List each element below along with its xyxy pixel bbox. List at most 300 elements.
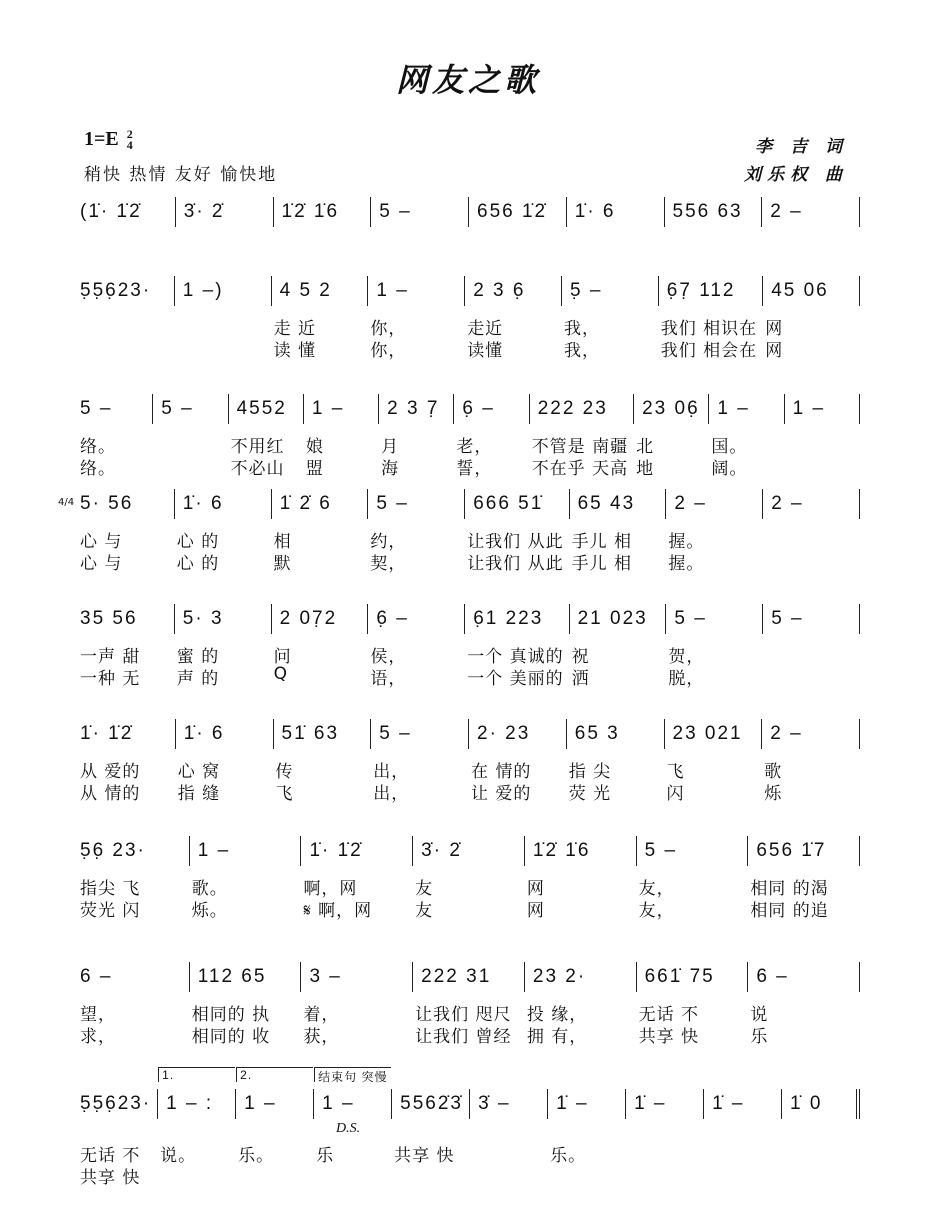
measure bbox=[413, 836, 525, 866]
measure bbox=[301, 836, 413, 866]
measure bbox=[236, 1068, 314, 1119]
lyric-segment: 蜜 的 bbox=[176, 647, 220, 667]
lyric-segment bbox=[782, 1163, 860, 1185]
measure-column bbox=[158, 1068, 236, 1185]
score-system bbox=[78, 1068, 860, 1188]
lyric-segment: 我， bbox=[563, 319, 600, 339]
lyric-segment: 一种 无 bbox=[80, 669, 141, 689]
lyric-segment: 一声 甜 bbox=[80, 647, 141, 667]
lyric-segment: 络。 bbox=[80, 437, 116, 457]
measure-column bbox=[666, 489, 763, 574]
measure-notes: 5· 56 bbox=[80, 493, 134, 514]
lyric-segment: 相 bbox=[273, 532, 292, 552]
time-signature-bottom: 4 bbox=[126, 138, 133, 153]
measure bbox=[548, 1089, 626, 1119]
measure-notes: 1 –) bbox=[182, 280, 224, 301]
measure-notes: 1̇2̇ 1̇6 bbox=[532, 840, 591, 861]
measure-column bbox=[314, 1070, 392, 1185]
lyric-segment: 默 bbox=[273, 554, 292, 574]
lyric-segment bbox=[470, 1163, 548, 1185]
lyric-segment: 说 bbox=[750, 1005, 769, 1025]
measure bbox=[704, 1089, 782, 1119]
measure bbox=[158, 1068, 236, 1119]
lyric-segment: 让我们 曾经 bbox=[415, 1027, 512, 1047]
volta-bracket: 2. bbox=[236, 1067, 313, 1082]
lyric-segment: 网 bbox=[526, 879, 545, 899]
measure bbox=[368, 489, 465, 519]
measure bbox=[465, 489, 569, 519]
measure-column bbox=[175, 604, 272, 689]
score-system bbox=[78, 719, 860, 804]
measure-column bbox=[637, 962, 749, 1047]
lyric-segment: 走近 bbox=[467, 319, 504, 339]
lyric-segment: 侯， bbox=[370, 647, 407, 667]
measure-column bbox=[368, 489, 465, 574]
lyric-segment: 月 bbox=[381, 437, 400, 457]
measure bbox=[748, 836, 860, 866]
measure-column bbox=[301, 836, 413, 921]
measure-notes: 3̇· 2̇ bbox=[421, 840, 462, 861]
measure-notes: 5̣ – bbox=[569, 280, 603, 301]
measure-notes: 1̇· 6 bbox=[574, 201, 616, 222]
measure-column bbox=[78, 394, 153, 479]
measure-notes: 1̇ 2̇ 6 bbox=[279, 493, 332, 514]
measure bbox=[301, 962, 413, 992]
lyric-segment: 共享 快 bbox=[80, 1168, 141, 1188]
measure bbox=[570, 489, 667, 519]
measure-column bbox=[469, 197, 567, 235]
measure bbox=[465, 276, 562, 306]
measure-notes: 2 – bbox=[771, 493, 804, 514]
lyric-segment: 贺， bbox=[668, 647, 705, 667]
measure bbox=[78, 604, 175, 634]
measure-column bbox=[78, 489, 175, 574]
measure-notes: 5̣5̣6̣23· bbox=[80, 280, 152, 301]
lyric-segment: 手儿 相 bbox=[571, 532, 632, 552]
measure-notes: 5562̇3̇ bbox=[400, 1093, 463, 1114]
measure bbox=[763, 489, 860, 519]
measure bbox=[454, 394, 529, 424]
time-signature-top: 2 bbox=[126, 127, 133, 142]
volta-bracket: 1. bbox=[158, 1067, 235, 1082]
measure-notes: 6̣ – bbox=[462, 398, 495, 419]
lyric-segment: 说。 bbox=[160, 1146, 197, 1166]
lyric-segment: 乐。 bbox=[550, 1146, 587, 1166]
lyric-segment bbox=[175, 314, 272, 336]
measure-notes: 5̣6̣ 23· bbox=[80, 840, 146, 861]
measure-column bbox=[634, 394, 709, 479]
lyric-segment: 走 近 bbox=[273, 319, 316, 339]
lyric-segment: 让我们 咫尺 bbox=[415, 1005, 512, 1025]
measure-notes: 2 – bbox=[770, 201, 803, 222]
measure-column bbox=[413, 962, 525, 1047]
lyric-segment: 握。 bbox=[668, 554, 705, 574]
measure bbox=[659, 276, 763, 306]
lyric-segment: 约， bbox=[370, 532, 407, 552]
measure bbox=[665, 719, 763, 749]
key-signature bbox=[84, 128, 133, 151]
lyric-segment: 获， bbox=[303, 1027, 340, 1047]
measure-notes: 5 – bbox=[376, 493, 409, 514]
score-system bbox=[78, 394, 860, 479]
measure bbox=[469, 197, 567, 227]
measure-column bbox=[175, 276, 272, 358]
measure-notes: 1̇ – bbox=[712, 1093, 745, 1114]
lyric-segment: 网 bbox=[765, 341, 784, 361]
measure bbox=[153, 394, 228, 424]
lyric-segment: 心 的 bbox=[176, 554, 220, 574]
score-system bbox=[78, 604, 860, 689]
measure bbox=[272, 489, 369, 519]
measure-column bbox=[763, 604, 860, 686]
measure bbox=[637, 836, 749, 866]
measure-column bbox=[78, 962, 190, 1047]
measure bbox=[371, 719, 469, 749]
score-system bbox=[78, 276, 860, 361]
measure-notes: 5 – bbox=[379, 201, 412, 222]
lyric-segment: 指 缝 bbox=[177, 784, 221, 804]
measure-column bbox=[371, 197, 469, 235]
measure-notes: 5 – bbox=[379, 723, 412, 744]
measure-column bbox=[782, 1089, 860, 1185]
measure-column bbox=[763, 489, 860, 571]
lyric-segment: 从 情的 bbox=[80, 784, 141, 804]
measure bbox=[570, 604, 667, 634]
lyric-segment: 烁。 bbox=[191, 901, 228, 921]
measure-column bbox=[368, 604, 465, 689]
lyric-segment: 不管是 南疆 bbox=[531, 437, 629, 457]
measure-column bbox=[704, 1089, 782, 1185]
measure-notes: 1̇· 6 bbox=[182, 493, 224, 514]
measure bbox=[637, 962, 749, 992]
measure-notes: 5 – bbox=[644, 840, 678, 861]
measure bbox=[78, 1089, 158, 1119]
lyric-segment: 一个 美丽的 bbox=[467, 669, 564, 689]
composer: 刘乐权 曲 bbox=[744, 165, 848, 185]
lyric-segment: 闪 bbox=[666, 784, 685, 804]
measure bbox=[709, 394, 784, 424]
lyric-segment: 不必山 bbox=[230, 459, 285, 479]
measure-notes: 5 – bbox=[771, 608, 804, 629]
measure-column bbox=[637, 836, 749, 921]
measure-column bbox=[175, 489, 272, 574]
lyric-segment: 啊，网 bbox=[303, 879, 358, 899]
lyric-segment: 出， bbox=[373, 762, 410, 782]
lyric-segment bbox=[626, 1163, 704, 1185]
lyric-segment bbox=[785, 432, 860, 454]
measure-column bbox=[465, 489, 569, 574]
lyric-segment: 你， bbox=[370, 319, 407, 339]
measure bbox=[229, 394, 304, 424]
measure-notes: 1 – bbox=[322, 1093, 355, 1114]
measure-column bbox=[304, 394, 379, 479]
measure-column bbox=[659, 276, 763, 361]
lyric-segment: 望， bbox=[80, 1005, 116, 1025]
measure-notes: 2 3 7̣ bbox=[387, 398, 440, 419]
measure-column bbox=[785, 394, 860, 476]
measure-column bbox=[371, 719, 469, 804]
lyric-segment: 盟 bbox=[305, 459, 324, 479]
measure bbox=[626, 1089, 704, 1119]
measure-notes: 51̇ 63 bbox=[281, 723, 340, 744]
lyric-segment: 读懂 bbox=[467, 341, 504, 361]
lyric-segment: 着， bbox=[303, 1005, 340, 1025]
measure-column bbox=[470, 1089, 548, 1185]
measure-notes: 3̇ – bbox=[478, 1093, 511, 1114]
measure-notes: 6̣ – bbox=[376, 608, 409, 629]
measure bbox=[530, 394, 634, 424]
measure-column bbox=[301, 962, 413, 1047]
measure-column bbox=[465, 276, 562, 361]
lyric-segment: 从 爱的 bbox=[80, 762, 141, 782]
lyric-segment: 在 情的 bbox=[471, 762, 532, 782]
measure bbox=[176, 197, 274, 227]
lyric-segment: 相同 的追 bbox=[750, 901, 829, 921]
score-system bbox=[78, 836, 860, 921]
measure-column bbox=[626, 1089, 704, 1185]
lyric-segment bbox=[763, 664, 860, 686]
lyric-segment: 求， bbox=[80, 1027, 116, 1047]
lyric-segment bbox=[78, 336, 175, 358]
measure bbox=[748, 962, 860, 992]
lyric-segment bbox=[175, 336, 272, 358]
measure bbox=[175, 489, 272, 519]
lyric-segment: 出， bbox=[373, 784, 410, 804]
lyric-segment: 海 bbox=[381, 459, 400, 479]
measure-column bbox=[78, 276, 175, 358]
lyric-segment: 北 bbox=[636, 437, 655, 457]
score-system bbox=[78, 197, 860, 235]
measure-notes: 1 – bbox=[244, 1093, 277, 1114]
lyric-segment: 一个 真诚的 bbox=[467, 647, 564, 667]
lyric-segment: 相同的 执 bbox=[191, 1005, 271, 1025]
measure-notes: 2 07̣2 bbox=[279, 608, 338, 629]
lyric-segment: 国。 bbox=[711, 437, 748, 457]
measure-column bbox=[709, 394, 784, 479]
measure bbox=[562, 276, 659, 306]
measure-notes: 6̣1 223 bbox=[473, 608, 544, 629]
lyric-segment: 飞 bbox=[275, 784, 294, 804]
measure-column bbox=[465, 604, 569, 689]
measure-notes: 3̇· 2̇ bbox=[183, 201, 225, 222]
lyric-segment: 歌。 bbox=[191, 879, 228, 899]
lyric-segment bbox=[626, 1141, 704, 1163]
lyric-segment bbox=[78, 314, 175, 336]
lyric-segment: 荧光 闪 bbox=[80, 901, 141, 921]
lyric-segment bbox=[785, 454, 860, 476]
measure-column bbox=[78, 197, 176, 235]
measure-notes: 3 – bbox=[309, 966, 342, 987]
lyric-segment bbox=[548, 1163, 626, 1185]
lyric-segment: 乐 bbox=[750, 1027, 769, 1047]
measure-notes: 656 1̇7 bbox=[756, 840, 827, 861]
measure-column bbox=[78, 604, 175, 689]
measure-column bbox=[548, 1089, 626, 1185]
measure-notes: 1 – bbox=[792, 398, 826, 419]
measure-notes: 45 06 bbox=[771, 280, 829, 301]
measure bbox=[78, 489, 175, 519]
measure bbox=[368, 604, 465, 634]
measure bbox=[392, 1089, 470, 1119]
lyric-segment: 语， bbox=[370, 669, 407, 689]
measure bbox=[763, 604, 860, 634]
measure-column bbox=[748, 962, 860, 1047]
measure bbox=[304, 394, 379, 424]
measure bbox=[666, 604, 763, 634]
lyric-segment: 心 的 bbox=[176, 532, 220, 552]
measure-notes: 661̇ 75 bbox=[644, 966, 715, 987]
measure bbox=[175, 276, 272, 306]
measure-notes: (1̇· 1̇2̇ bbox=[80, 201, 142, 222]
measure-notes: 4 5 2 bbox=[279, 280, 332, 301]
measure-notes: 2 – bbox=[674, 493, 707, 514]
measure bbox=[665, 197, 763, 227]
measure bbox=[78, 962, 190, 992]
measure-column bbox=[762, 197, 860, 235]
measure-notes: 23 06̣ bbox=[642, 398, 700, 419]
measure-column bbox=[274, 719, 372, 804]
measure bbox=[469, 719, 567, 749]
measure bbox=[272, 604, 369, 634]
measure-column bbox=[762, 719, 860, 804]
measure-notes: 23 2· bbox=[532, 966, 587, 987]
lyric-segment: 让 爱的 bbox=[471, 784, 532, 804]
measure-column bbox=[525, 836, 637, 921]
lyric-segment: 网 bbox=[526, 901, 545, 921]
measure-notes: 21 023 bbox=[577, 608, 648, 629]
measure-column bbox=[379, 394, 454, 479]
lyric-segment: 心 窝 bbox=[177, 762, 221, 782]
measure-notes: 1 – bbox=[197, 840, 231, 861]
lyric-segment: 乐。 bbox=[238, 1146, 275, 1166]
lyric-segment: 乐 bbox=[316, 1146, 335, 1166]
measure-notes: 1 – bbox=[376, 280, 409, 301]
lyric-segment bbox=[763, 527, 860, 549]
measure bbox=[567, 197, 665, 227]
measure-column bbox=[78, 1089, 158, 1188]
measure-column bbox=[176, 719, 274, 804]
measure-notes: 2 – bbox=[770, 723, 803, 744]
song-title: 网友之歌 bbox=[395, 61, 540, 99]
lyric-segment: 让我们 从此 bbox=[467, 532, 564, 552]
lyric-segment bbox=[392, 1163, 470, 1185]
measure-notes: 65 43 bbox=[577, 493, 636, 514]
lyric-segment: 荧 光 bbox=[568, 784, 612, 804]
lyric-segment: 心 与 bbox=[80, 532, 123, 552]
measure-column bbox=[229, 394, 304, 479]
measure-column bbox=[562, 276, 659, 361]
lyric-segment: 祝 bbox=[571, 647, 590, 667]
measure-notes: 1̇· 1̇2̇ bbox=[80, 723, 134, 744]
measure bbox=[272, 276, 369, 306]
measure-notes: 4552 bbox=[236, 398, 287, 419]
lyric-segment: 娘 bbox=[305, 437, 324, 457]
lyric-segment: 络。 bbox=[80, 459, 116, 479]
tempo-marking: 稍快 热情 友好 愉快地 bbox=[84, 165, 278, 185]
lyric-segment: 老， bbox=[456, 437, 493, 457]
measure-notes: 1̇2̇ 1̇6 bbox=[281, 201, 340, 222]
measure-notes: 5 – bbox=[674, 608, 707, 629]
measure-column bbox=[153, 394, 228, 476]
lyric-segment: 传 bbox=[275, 762, 294, 782]
lyric-segment: 飞 bbox=[666, 762, 685, 782]
measure-column bbox=[454, 394, 529, 479]
lyric-segment: 指尖 飞 bbox=[80, 879, 141, 899]
measure-column bbox=[570, 489, 667, 574]
lyric-segment: 契， bbox=[370, 554, 407, 574]
measure-notes: 23 021 bbox=[672, 723, 743, 744]
lyric-segment: 你， bbox=[370, 341, 407, 361]
measure-notes: 1 – : bbox=[166, 1093, 214, 1114]
score-system bbox=[78, 489, 860, 574]
lyric-segment bbox=[704, 1141, 782, 1163]
lyric-segment bbox=[153, 432, 228, 454]
lyric-segment: 问 bbox=[273, 647, 292, 667]
lyric-segment: 我们 相会在 bbox=[660, 341, 758, 361]
score-system bbox=[78, 962, 860, 1047]
lyric-segment bbox=[782, 1141, 860, 1163]
measure-column bbox=[748, 836, 860, 921]
measure bbox=[176, 719, 274, 749]
lyric-segment: 歌 bbox=[764, 762, 783, 782]
lyric-segment bbox=[314, 1163, 392, 1185]
lyric-segment: Q bbox=[273, 664, 288, 684]
measure-notes: 5̣5̣6̣23· bbox=[80, 1093, 152, 1114]
measure-notes: 1̇· 6 bbox=[183, 723, 225, 744]
measure bbox=[190, 962, 302, 992]
measure bbox=[274, 719, 372, 749]
lyric-segment: 我， bbox=[563, 341, 600, 361]
time-change: 4/4 bbox=[58, 497, 75, 508]
measure bbox=[78, 276, 175, 306]
measure-notes: 5· 3 bbox=[182, 608, 224, 629]
measure bbox=[567, 719, 665, 749]
measure-notes: 1̇ – bbox=[634, 1093, 667, 1114]
lyricist: 李 吉 词 bbox=[755, 137, 848, 157]
measure-column bbox=[78, 836, 190, 921]
measure-column bbox=[392, 1089, 470, 1185]
measure-column bbox=[567, 719, 665, 804]
measure bbox=[470, 1089, 548, 1119]
measure-notes: 666 51̇ bbox=[473, 493, 544, 514]
lyric-segment: 誓， bbox=[456, 459, 493, 479]
lyric-segment bbox=[158, 1163, 236, 1185]
measure-notes: 5 – bbox=[161, 398, 194, 419]
measure-column bbox=[665, 719, 763, 804]
measure bbox=[413, 962, 525, 992]
measure bbox=[78, 197, 176, 227]
measure bbox=[78, 394, 153, 424]
lyric-segment: 相同的 收 bbox=[191, 1027, 271, 1047]
measure bbox=[525, 962, 637, 992]
lyric-segment: 握。 bbox=[668, 532, 705, 552]
measure-notes: 6 – bbox=[80, 966, 113, 987]
lyric-segment: 烁 bbox=[764, 784, 783, 804]
measure bbox=[314, 1070, 392, 1119]
lyric-segment: 读 懂 bbox=[273, 341, 316, 361]
measure-column bbox=[413, 836, 525, 921]
measure bbox=[379, 394, 454, 424]
measure-column bbox=[176, 197, 274, 235]
measure bbox=[762, 719, 860, 749]
measure bbox=[634, 394, 709, 424]
measure bbox=[371, 197, 469, 227]
measure-column bbox=[272, 276, 369, 361]
measure bbox=[785, 394, 860, 424]
measure-column bbox=[567, 197, 665, 235]
lyric-segment bbox=[153, 454, 228, 476]
lyric-segment bbox=[763, 549, 860, 571]
